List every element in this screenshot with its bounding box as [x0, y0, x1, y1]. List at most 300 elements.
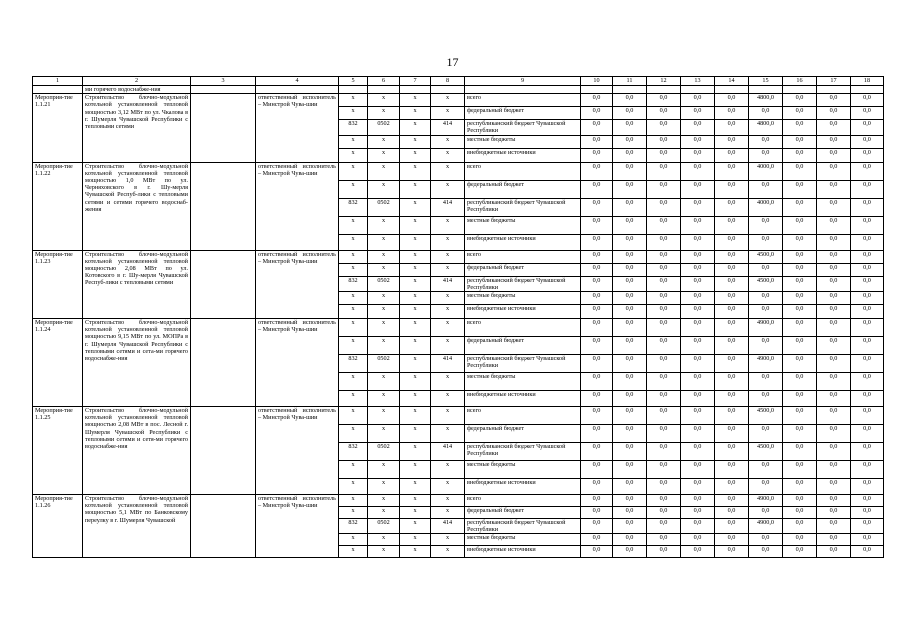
value-cell: 0,0 [581, 407, 613, 425]
continuation-text: ми горячего водоснабже-ния [83, 86, 191, 94]
code-grbs: x [339, 305, 368, 319]
code-target: x [400, 135, 431, 148]
value-cell: 4500,0 [749, 250, 783, 263]
code-expense: 414 [431, 443, 465, 461]
value-cell: 0,0 [817, 355, 851, 373]
value-cell: 0,0 [851, 461, 884, 479]
value-cell: 0,0 [749, 425, 783, 443]
value-cell: 0,0 [783, 519, 817, 534]
header-col-9: 9 [465, 77, 581, 86]
page-number: 17 [446, 55, 459, 69]
value-cell: 0,0 [681, 495, 715, 507]
activity-executor: ответственный исполнитель – Минстрой Чува-шии [256, 495, 339, 558]
value-cell: 0,0 [749, 461, 783, 479]
code-grbs: x [339, 148, 368, 162]
code-expense: 414 [431, 276, 465, 291]
value-cell: 0,0 [783, 234, 817, 250]
value-cell: 0,0 [851, 135, 884, 148]
value-cell: 0,0 [783, 135, 817, 148]
value-cell: 0,0 [581, 198, 613, 216]
header-col-18: 18 [851, 77, 884, 86]
code-expense: x [431, 135, 465, 148]
activity-description: Строительство блочно-модульной котельной установленной тепловой мощностью 2,08 МВт по ул. Котовского в г. Шу-мерля Чувашской Респуб-лики с тепловыми сетями [83, 250, 191, 318]
value-cell: 0,0 [783, 495, 817, 507]
code-expense: x [431, 495, 465, 507]
value-cell: 0,0 [581, 276, 613, 291]
funding-source: местные бюджеты [465, 373, 581, 391]
value-cell: 0,0 [613, 355, 647, 373]
code-expense: x [431, 461, 465, 479]
value-cell: 0,0 [647, 263, 681, 276]
activity-executor: ответственный исполнитель – Минстрой Чува-шии [256, 319, 339, 407]
value-cell: 0,0 [681, 519, 715, 534]
code-section: x [368, 495, 400, 507]
cell-empty [613, 86, 647, 94]
code-grbs: x [339, 507, 368, 519]
value-cell: 0,0 [715, 337, 749, 355]
value-cell: 0,0 [783, 443, 817, 461]
header-col-11: 11 [613, 77, 647, 86]
code-expense: x [431, 107, 465, 120]
code-grbs: x [339, 216, 368, 234]
code-grbs: 832 [339, 120, 368, 135]
value-cell: 0,0 [817, 94, 851, 107]
value-cell: 0,0 [647, 495, 681, 507]
cell-empty [749, 86, 783, 94]
code-grbs: x [339, 391, 368, 407]
value-cell: 0,0 [851, 276, 884, 291]
value-cell: 0,0 [715, 443, 749, 461]
value-cell: 0,0 [681, 107, 715, 120]
code-target: x [400, 276, 431, 291]
header-col-15: 15 [749, 77, 783, 86]
value-cell: 0,0 [817, 373, 851, 391]
value-cell: 0,0 [647, 534, 681, 546]
code-target: x [400, 319, 431, 337]
code-target: x [400, 425, 431, 443]
value-cell: 0,0 [783, 94, 817, 107]
funding-source: федеральный бюджет [465, 507, 581, 519]
value-cell: 0,0 [681, 305, 715, 319]
value-cell: 0,0 [681, 507, 715, 519]
funding-source: местные бюджеты [465, 292, 581, 305]
value-cell: 0,0 [715, 355, 749, 373]
code-expense: x [431, 263, 465, 276]
value-cell: 0,0 [647, 292, 681, 305]
value-cell: 0,0 [851, 495, 884, 507]
value-cell: 0,0 [749, 546, 783, 558]
code-section: x [368, 234, 400, 250]
value-cell: 0,0 [581, 534, 613, 546]
value-cell: 4800,0 [749, 120, 783, 135]
value-cell: 0,0 [817, 250, 851, 263]
value-cell: 0,0 [851, 443, 884, 461]
code-grbs: 832 [339, 355, 368, 373]
value-cell: 0,0 [647, 162, 681, 180]
value-cell: 0,0 [581, 292, 613, 305]
cell-empty [783, 86, 817, 94]
code-section: 0502 [368, 120, 400, 135]
value-cell: 0,0 [581, 373, 613, 391]
value-cell: 0,0 [783, 107, 817, 120]
value-cell: 0,0 [715, 180, 749, 198]
value-cell: 0,0 [749, 292, 783, 305]
cell-empty [191, 162, 256, 250]
code-grbs: x [339, 234, 368, 250]
value-cell: 0,0 [681, 546, 715, 558]
code-expense: 414 [431, 120, 465, 135]
code-section: x [368, 216, 400, 234]
value-cell: 0,0 [817, 507, 851, 519]
code-target: x [400, 355, 431, 373]
code-grbs: x [339, 479, 368, 495]
code-section: 0502 [368, 519, 400, 534]
code-grbs: x [339, 292, 368, 305]
value-cell: 0,0 [851, 107, 884, 120]
code-expense: 414 [431, 355, 465, 373]
value-cell: 0,0 [749, 337, 783, 355]
value-cell: 0,0 [851, 319, 884, 337]
table-row [33, 319, 884, 337]
value-cell: 0,0 [817, 479, 851, 495]
value-cell: 0,0 [817, 546, 851, 558]
value-cell: 0,0 [851, 263, 884, 276]
value-cell: 0,0 [613, 263, 647, 276]
value-cell: 0,0 [581, 337, 613, 355]
value-cell: 0,0 [681, 391, 715, 407]
value-cell: 4500,0 [749, 276, 783, 291]
value-cell: 0,0 [647, 319, 681, 337]
code-section: x [368, 162, 400, 180]
value-cell: 0,0 [749, 373, 783, 391]
value-cell: 0,0 [817, 443, 851, 461]
funding-source: республиканский бюджет Чувашской Республики [465, 120, 581, 135]
code-expense: 414 [431, 198, 465, 216]
code-expense: x [431, 337, 465, 355]
value-cell: 0,0 [851, 305, 884, 319]
budget-table [32, 76, 884, 558]
value-cell: 0,0 [851, 162, 884, 180]
code-section: x [368, 319, 400, 337]
value-cell: 0,0 [647, 519, 681, 534]
code-target: x [400, 94, 431, 107]
cell-empty [191, 495, 256, 558]
value-cell: 0,0 [581, 107, 613, 120]
code-expense: x [431, 94, 465, 107]
value-cell: 0,0 [783, 216, 817, 234]
value-cell: 0,0 [715, 216, 749, 234]
activity-executor: ответственный исполнитель – Минстрой Чува-шии [256, 250, 339, 318]
value-cell: 0,0 [817, 276, 851, 291]
code-target: x [400, 292, 431, 305]
value-cell: 0,0 [749, 216, 783, 234]
code-target: x [400, 234, 431, 250]
code-section: x [368, 250, 400, 263]
activity-description: Строительство блочно-модульной котельной установленной тепловой мощностью 5,1 МВт по Банковскому переулку в г. Шумерля Чувашской [83, 495, 191, 558]
code-section: x [368, 180, 400, 198]
code-target: x [400, 305, 431, 319]
value-cell: 0,0 [613, 305, 647, 319]
value-cell: 0,0 [613, 507, 647, 519]
code-expense: 414 [431, 519, 465, 534]
value-cell: 0,0 [851, 391, 884, 407]
code-grbs: x [339, 94, 368, 107]
code-section: x [368, 107, 400, 120]
value-cell: 4800,0 [749, 94, 783, 107]
value-cell: 0,0 [851, 373, 884, 391]
cell-empty [817, 86, 851, 94]
value-cell: 0,0 [647, 107, 681, 120]
value-cell: 0,0 [647, 461, 681, 479]
value-cell: 0,0 [647, 180, 681, 198]
value-cell: 0,0 [681, 94, 715, 107]
header-col-12: 12 [647, 77, 681, 86]
code-expense: x [431, 180, 465, 198]
header-col-2: 2 [83, 77, 191, 86]
cell-empty [851, 86, 884, 94]
value-cell: 0,0 [647, 391, 681, 407]
value-cell: 0,0 [715, 507, 749, 519]
value-cell: 0,0 [681, 250, 715, 263]
value-cell: 0,0 [613, 234, 647, 250]
value-cell: 0,0 [817, 425, 851, 443]
value-cell: 0,0 [613, 162, 647, 180]
funding-source: федеральный бюджет [465, 263, 581, 276]
value-cell: 0,0 [715, 546, 749, 558]
code-grbs: x [339, 135, 368, 148]
value-cell: 0,0 [749, 234, 783, 250]
cell-empty [191, 86, 256, 94]
code-target: x [400, 216, 431, 234]
value-cell: 0,0 [783, 148, 817, 162]
header-col-17: 17 [817, 77, 851, 86]
code-section: 0502 [368, 198, 400, 216]
value-cell: 0,0 [681, 180, 715, 198]
code-grbs: x [339, 162, 368, 180]
value-cell: 0,0 [581, 391, 613, 407]
cell-empty [339, 86, 368, 94]
cell-empty [715, 86, 749, 94]
code-expense: x [431, 305, 465, 319]
value-cell: 0,0 [817, 198, 851, 216]
code-grbs: x [339, 425, 368, 443]
value-cell: 0,0 [817, 495, 851, 507]
value-cell: 0,0 [613, 391, 647, 407]
value-cell: 0,0 [817, 180, 851, 198]
value-cell: 0,0 [581, 162, 613, 180]
value-cell: 0,0 [581, 495, 613, 507]
activity-description: Строительство блочно-модульной котельной установленной тепловой мощностью 2,08 МВт в пос. Лесной г. Шумерля Чувашской Республики с тепловыми сетями и сетя-ми горячего водоснабже-ния [83, 407, 191, 495]
funding-source: всего [465, 495, 581, 507]
value-cell: 0,0 [613, 107, 647, 120]
value-cell: 0,0 [613, 425, 647, 443]
value-cell: 0,0 [817, 216, 851, 234]
value-cell: 0,0 [681, 461, 715, 479]
value-cell: 0,0 [715, 198, 749, 216]
activity-id: Мероприя-тие 1.1.21 [33, 94, 83, 162]
value-cell: 0,0 [581, 319, 613, 337]
value-cell: 4900,0 [749, 519, 783, 534]
value-cell: 0,0 [647, 337, 681, 355]
code-section: x [368, 461, 400, 479]
value-cell: 0,0 [749, 534, 783, 546]
activity-description: Строительство блочно-модульной котельной установленной тепловой мощностью 3,12 МВт по ул. Чкалова в г. Шумерля Чувашской Республики с тепловыми сетями [83, 94, 191, 162]
value-cell: 0,0 [647, 198, 681, 216]
value-cell: 4500,0 [749, 407, 783, 425]
value-cell: 0,0 [681, 292, 715, 305]
code-section: x [368, 292, 400, 305]
funding-source: всего [465, 94, 581, 107]
value-cell: 0,0 [681, 148, 715, 162]
value-cell: 0,0 [647, 425, 681, 443]
value-cell: 0,0 [783, 337, 817, 355]
cell-empty [431, 86, 465, 94]
code-grbs: x [339, 319, 368, 337]
value-cell: 0,0 [613, 180, 647, 198]
value-cell: 0,0 [681, 234, 715, 250]
value-cell: 0,0 [851, 198, 884, 216]
code-grbs: x [339, 407, 368, 425]
value-cell: 0,0 [851, 234, 884, 250]
code-grbs: x [339, 534, 368, 546]
code-grbs: 832 [339, 198, 368, 216]
activity-id: Мероприя-тие 1.1.25 [33, 407, 83, 495]
cell-empty [400, 86, 431, 94]
value-cell: 0,0 [749, 148, 783, 162]
cell-empty [191, 250, 256, 318]
value-cell: 0,0 [647, 135, 681, 148]
header-col-10: 10 [581, 77, 613, 86]
value-cell: 0,0 [749, 479, 783, 495]
funding-source: республиканский бюджет Чувашской Республики [465, 443, 581, 461]
code-section: x [368, 425, 400, 443]
code-target: x [400, 162, 431, 180]
funding-source: всего [465, 319, 581, 337]
value-cell: 0,0 [613, 519, 647, 534]
value-cell: 0,0 [613, 216, 647, 234]
value-cell: 0,0 [817, 319, 851, 337]
value-cell: 0,0 [613, 443, 647, 461]
value-cell: 0,0 [715, 263, 749, 276]
code-grbs: 832 [339, 276, 368, 291]
value-cell: 0,0 [581, 443, 613, 461]
value-cell: 0,0 [783, 263, 817, 276]
value-cell: 0,0 [749, 107, 783, 120]
code-target: x [400, 263, 431, 276]
code-section: 0502 [368, 276, 400, 291]
funding-source: всего [465, 250, 581, 263]
code-section: x [368, 135, 400, 148]
code-target: x [400, 120, 431, 135]
value-cell: 0,0 [613, 546, 647, 558]
header-col-16: 16 [783, 77, 817, 86]
code-expense: x [431, 216, 465, 234]
value-cell: 0,0 [715, 495, 749, 507]
funding-source: внебюджетные источники [465, 305, 581, 319]
header-col-8: 8 [431, 77, 465, 86]
value-cell: 0,0 [851, 148, 884, 162]
value-cell: 0,0 [783, 391, 817, 407]
header-col-13: 13 [681, 77, 715, 86]
value-cell: 0,0 [681, 319, 715, 337]
value-cell: 0,0 [851, 120, 884, 135]
value-cell: 0,0 [647, 94, 681, 107]
value-cell: 0,0 [647, 373, 681, 391]
value-cell: 0,0 [851, 507, 884, 519]
code-section: x [368, 534, 400, 546]
value-cell: 0,0 [613, 276, 647, 291]
code-target: x [400, 507, 431, 519]
value-cell: 0,0 [783, 120, 817, 135]
value-cell: 0,0 [581, 250, 613, 263]
value-cell: 0,0 [581, 148, 613, 162]
value-cell: 0,0 [715, 391, 749, 407]
value-cell: 0,0 [613, 337, 647, 355]
value-cell: 0,0 [581, 479, 613, 495]
value-cell: 0,0 [681, 216, 715, 234]
code-expense: x [431, 162, 465, 180]
value-cell: 0,0 [817, 305, 851, 319]
value-cell: 0,0 [749, 391, 783, 407]
value-cell: 0,0 [581, 519, 613, 534]
cell-empty [465, 86, 581, 94]
activity-id: Мероприя-тие 1.1.26 [33, 495, 83, 558]
value-cell: 0,0 [851, 479, 884, 495]
code-expense: x [431, 407, 465, 425]
code-section: 0502 [368, 443, 400, 461]
activity-id: Мероприя-тие 1.1.23 [33, 250, 83, 318]
value-cell: 0,0 [581, 94, 613, 107]
value-cell: 0,0 [681, 120, 715, 135]
value-cell: 0,0 [783, 180, 817, 198]
code-section: x [368, 391, 400, 407]
value-cell: 0,0 [715, 373, 749, 391]
code-section: x [368, 479, 400, 495]
code-section: x [368, 373, 400, 391]
value-cell: 4900,0 [749, 495, 783, 507]
value-cell: 0,0 [581, 135, 613, 148]
funding-source: местные бюджеты [465, 216, 581, 234]
funding-source: внебюджетные источники [465, 391, 581, 407]
value-cell: 0,0 [817, 534, 851, 546]
funding-source: местные бюджеты [465, 534, 581, 546]
value-cell: 0,0 [783, 534, 817, 546]
code-section: x [368, 407, 400, 425]
code-grbs: x [339, 373, 368, 391]
value-cell: 0,0 [783, 546, 817, 558]
value-cell: 0,0 [647, 216, 681, 234]
header-col-14: 14 [715, 77, 749, 86]
code-target: x [400, 519, 431, 534]
code-expense: x [431, 250, 465, 263]
value-cell: 0,0 [715, 276, 749, 291]
value-cell: 4000,0 [749, 162, 783, 180]
code-grbs: x [339, 495, 368, 507]
code-target: x [400, 107, 431, 120]
code-expense: x [431, 479, 465, 495]
value-cell: 0,0 [783, 479, 817, 495]
value-cell: 0,0 [613, 250, 647, 263]
code-target: x [400, 250, 431, 263]
funding-source: федеральный бюджет [465, 337, 581, 355]
value-cell: 0,0 [715, 234, 749, 250]
table-row [33, 495, 884, 507]
code-expense: x [431, 534, 465, 546]
value-cell: 0,0 [715, 94, 749, 107]
value-cell: 0,0 [581, 180, 613, 198]
header-col-6: 6 [368, 77, 400, 86]
value-cell: 0,0 [851, 546, 884, 558]
